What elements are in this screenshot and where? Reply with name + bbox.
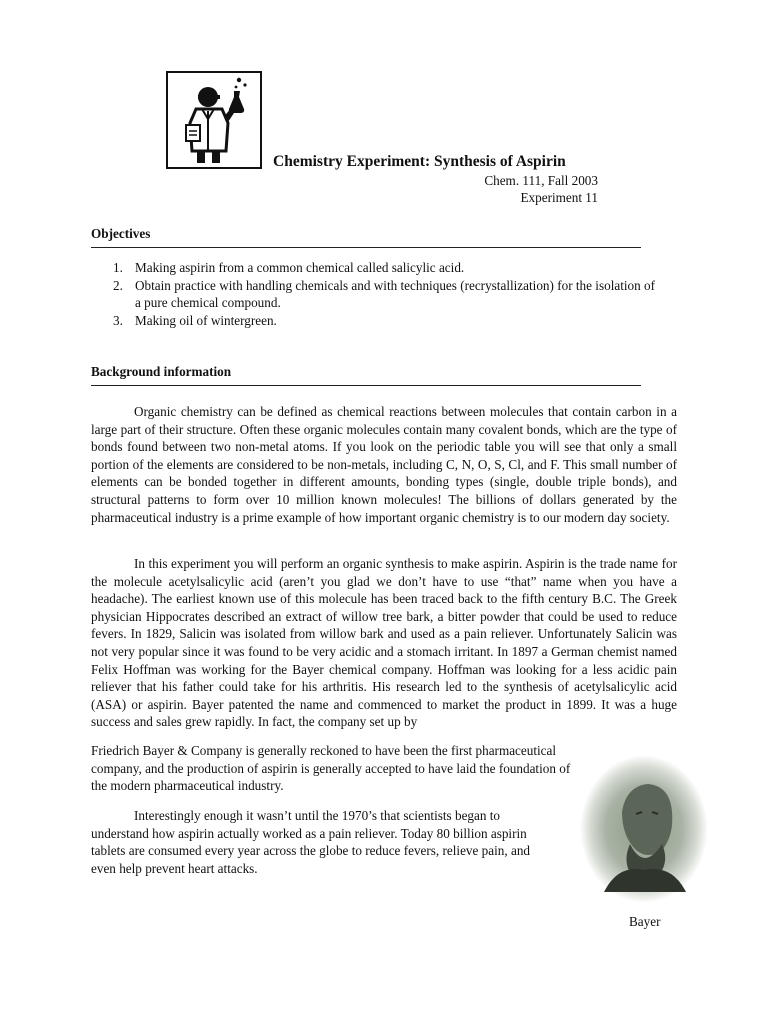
- paragraph-aspirin-history: In this experiment you will perform an organic synthesis to make aspirin. Aspirin is the trade name for the molecule acetylsalicylic acid (aren’t you glad we don’t have to use “that” name when you have a headache). The earliest known use of this molecule has been traced back to the fifth century B.C. The Greek physician Hippocrates described an extract of willow tree bark, a bitter powder that could be used to reduce fevers. In 1829, Salicin was isolated from willow bark and used as a pain reliever. Unfortunately Salicin was not very popular since it was found to be very acidic and a stomach irritant. In 1897 a German chemist named Felix Hoffman was working for the Bayer chemical company. Hoffman was looking for a less acidic pain reliever that his father could take for his arthritis. His research led to the synthesis of acetylsalicylic acid (ASA) or aspirin. Bayer patented the name and commenced to market the product in 1899. It was a huge success and sales grew rapidly. In fact, the company set up by: [91, 556, 677, 730]
- scientist-clipart: [166, 71, 262, 169]
- objectives-heading: Objectives: [91, 226, 641, 248]
- experiment-label: Experiment 11: [520, 190, 598, 205]
- item-text: Making oil of wintergreen.: [135, 312, 277, 328]
- item-number: 3.: [113, 312, 123, 328]
- list-item: [113, 312, 663, 330]
- objectives-list: [113, 259, 663, 329]
- course-label: Chem. 111, Fall 2003: [484, 173, 598, 188]
- item-text: Making aspirin from a common chemical called salicylic acid.: [135, 260, 465, 275]
- paragraph-aspirin-usage: Interestingly enough it wasn’t until the 1970’s that scientists began to understand how aspirin actually worked as a pain reliever. Today 80 billion aspirin tablets are consumed every year across the globe to reduce fevers, relieve pain, and even help prevent heart attacks.: [91, 808, 531, 876]
- paragraph-bayer-company: Friedrich Bayer & Company is generally reckoned to have been the first pharmaceutical company, and the production of aspirin is generally accepted to have laid the foundation of the modern pharmaceutical industry.: [91, 743, 571, 794]
- document-title: Chemistry Experiment: Synthesis of Aspirin: [273, 153, 566, 170]
- list-item: [113, 277, 663, 312]
- portrait-caption: Bayer: [629, 914, 661, 929]
- course-info: [484, 172, 598, 206]
- item-number: 1.: [113, 260, 123, 275]
- bayer-portrait: [578, 752, 710, 906]
- background-heading: Background information: [91, 364, 641, 386]
- item-text: Obtain practice with handling chemicals and with techniques (recrystallization) for the isolation of a pure chemical compound.: [135, 277, 656, 310]
- list-item: [113, 259, 663, 277]
- item-number: 2.: [113, 277, 123, 293]
- paragraph-organic-chemistry: Organic chemistry can be defined as chemical reactions between molecules that contain carbon in a large part of their structure. Often these organic molecules contain many covalent bonds, which are the type of bonds found between two non-metal atoms. If you look on the periodic table you will see that only a small portion of the elements are considered to be non-metals, including C, N, O, S, Cl, and F. This small number of elements can be bonded together in different amounts, bonding types (single, double triple bonds), and structural patterns to form over 10 million known molecules! The billions of dollars generated by the pharmaceutical industry is a prime example of how important organic chemistry is to our modern day society.: [91, 404, 677, 525]
